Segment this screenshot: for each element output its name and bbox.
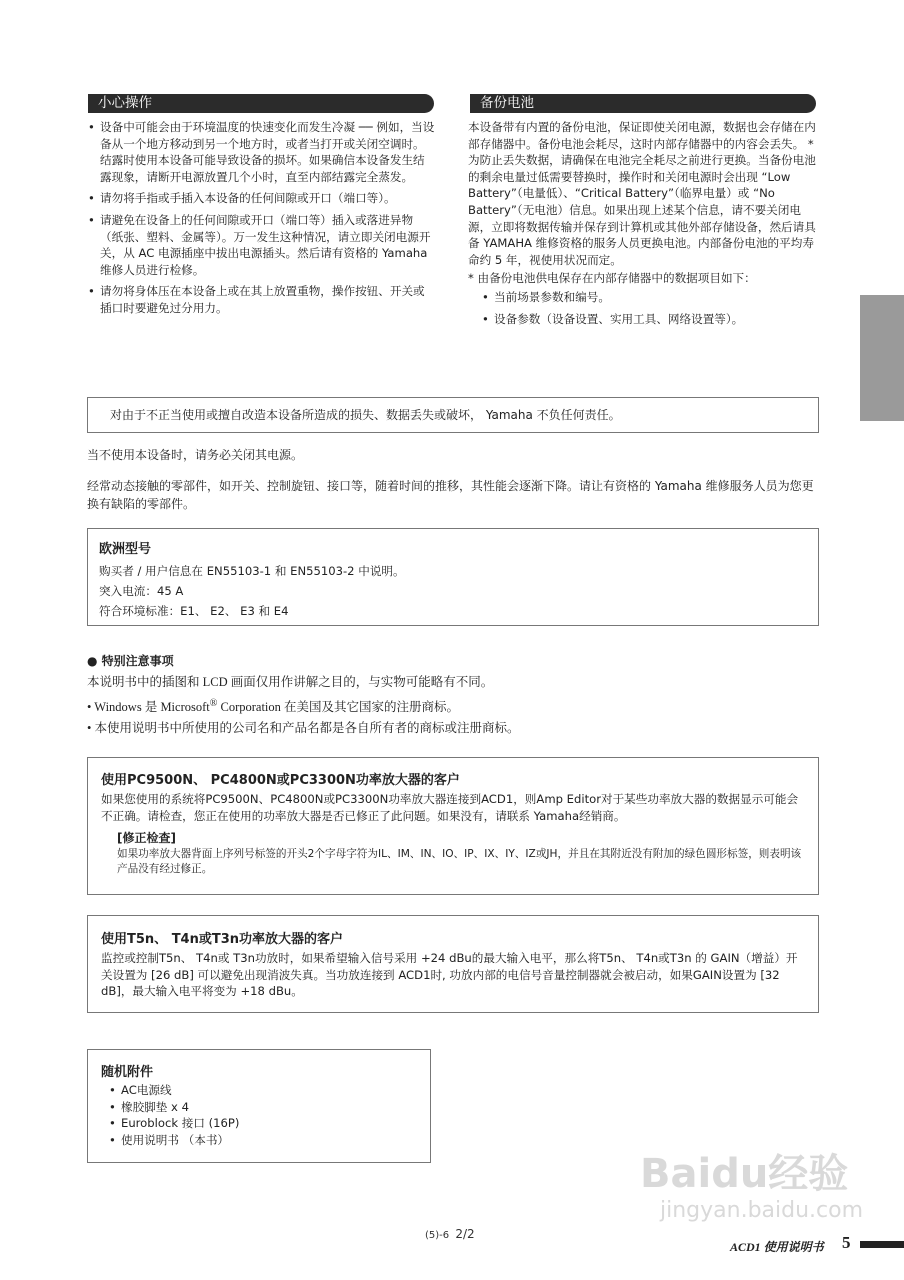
t5n-title: 使用T5n、 T4n或T3n功率放大器的客户: [101, 932, 344, 947]
europe-box: [87, 528, 819, 626]
watermark-url: jingyan.baidu.com: [660, 1198, 864, 1223]
special-title: ● 特别注意事项: [87, 654, 174, 668]
caution-item: • 请勿将手指或手插入本设备的任何间隙或开口（端口等）。: [86, 190, 436, 207]
footer-code: (5)-6 2/2: [425, 1227, 475, 1241]
accessories-box: [87, 1049, 431, 1163]
europe-line: 突入电流：45 A: [99, 584, 184, 598]
accessories-title: 随机附件: [101, 1065, 154, 1080]
caution-header: [88, 94, 434, 113]
accessories-list: [101, 1082, 430, 1148]
caution-item: • 请避免在设备上的任何间隙或开口（端口等）插入或落进异物（纸张、塑料、金属等）。万一发生这种情况，请立即关闭电源开关，从 AC 电源插座中拔出电源插头。然后请有资格的 Yamaha 维修人员进行检修。: [86, 212, 436, 278]
pc-amp-box: [87, 757, 819, 895]
caution-section: [86, 119, 436, 322]
t5n-box: [87, 915, 819, 1013]
pc-amp-title: 使用PC9500N、 PC4800N或PC3300N功率放大器的客户: [101, 773, 460, 788]
watermark-brand: Baidu经验: [640, 1151, 849, 1197]
battery-body: 本设备带有内置的备份电池，保证即使关闭电源，数据也会存储在内部存储器中。备份电池会耗尽，这时内部存储器中的内容会丢失。 * 为防止丢失数据，请确保在电池完全耗尽之前进行更换。当备份电池的剩余电量过低需要替换时，操作时和关闭电源时会出现 “Low Battery”（电量低）、“Critical Battery”（临界电量）或 “No Battery”（无电池）信息。如果出现上述某个信息，请不要关闭电源，立即将数据传输并保存到计算机或其他外部存储设备，然后请具备 YAMAHA 维修资格的服务人员更换电池。内部备份电池的平均寿命约 5 年，视使用状况而定。: [468, 120, 816, 267]
battery-item: • 设备参数（设备设置、实用工具、网络设置等）。: [480, 311, 820, 328]
battery-note: * 由备份电池供电保存在内部存储器中的数据项目如下：: [468, 271, 756, 286]
special-line: • 本使用说明书中所使用的公司名和产品名都是各自所有者的商标或注册商标。: [87, 721, 520, 736]
check-body: 如果功率放大器背面上序列号标签的开头2个字母字符为IL、IM、IN、IO、IP、IX、IY、IZ或JH，并且在其附近没有附加的绿色圆形标签，则表明该产品没有经过修正。: [117, 848, 802, 876]
accessory-item: • 使用说明书 （本书）: [107, 1132, 430, 1149]
disclaimer-text: 对由于不正当使用或擅自改造本设备所造成的损失、数据丢失或破坏， Yamaha 不负任何责任。: [110, 408, 621, 422]
caution-list: [86, 119, 436, 317]
accessory-item: • AC电源线: [107, 1082, 430, 1099]
europe-line: 符合环境标准：E1、 E2、 E3 和 E4: [99, 604, 289, 618]
check-title: [修正检查]: [117, 831, 176, 846]
pc-amp-body: 如果您使用的系统将PC9500N、PC4800N或PC3300N功率放大器连接到ACD1，则Amp Editor对于某些功率放大器的数据显示可能会不正确。请检查，您正在使用的功率放大器是否已修正了此问题。如果没有，请联系 Yamaha经销商。: [101, 792, 799, 823]
t5n-body: 监控或控制T5n、 T4n或 T3n功放时，如果希望输入信号采用 +24 dBu的最大输入电平，那么将T5n、 T4n或T3n 的 GAIN（增益）开关设置为 [26 dB] 可以避免出现消波失真。当功放连接到 ACD1时, 功放内部的电信号音量控制器就会被启动，如果GAIN设置为 [32 dB]，最大输入电平将变为 +18 dBu。: [101, 951, 798, 999]
battery-list: [468, 289, 820, 327]
special-line: 本说明书中的插图和 LCD 画面仅用作讲解之目的，与实物可能略有不同。: [87, 675, 494, 689]
footer-bar: [860, 1241, 904, 1248]
footer-pages: 2/2: [455, 1227, 475, 1241]
disclaimer-box: [87, 397, 819, 433]
caution-item: • 设备中可能会由于环境温度的快速变化而发生冷凝 ── 例如，当设备从一个地方移动到另一个地方时，或者当打开或关闭空调时。结露时使用本设备可能导致设备的损坏。如果确信本设备发生结露现象，请断开电源放置几个小时，直至内部结露完全蒸发。: [86, 119, 436, 185]
caution-title: 小心操作: [98, 95, 152, 111]
registered-mark: ®: [209, 698, 218, 709]
battery-section: [468, 119, 820, 332]
battery-title: 备份电池: [480, 95, 534, 111]
europe-line: 购买者 / 用户信息在 EN55103-1 和 EN55103-2 中说明。: [99, 564, 405, 578]
accessory-item: • 橡胶脚垫 x 4: [107, 1099, 430, 1116]
parts-note: 经常动态接触的零部件，如开关、控制旋钮、接口等，随着时间的推移，其性能会逐渐下降。请让有资格的 Yamaha 维修服务人员为您更换有缺陷的零部件。: [87, 479, 814, 511]
battery-item: • 当前场景参数和编号。: [480, 289, 820, 306]
side-tab: [860, 295, 904, 421]
watermark: [640, 1150, 890, 1224]
special-line-windows: • Windows 是 Microsoft® Corporation 在美国及其它国家的注册商标。: [87, 698, 460, 715]
europe-title: 欧洲型号: [99, 542, 152, 557]
accessory-item: • Euroblock 接口 (16P): [107, 1115, 430, 1132]
power-note: 当不使用本设备时，请务必关闭其电源。: [87, 448, 304, 462]
caution-item: • 请勿将身体压在本设备上或在其上放置重物，操作按钮、开关或插口时要避免过分用力。: [86, 283, 436, 316]
footer-doc: ACD1 使用说明书: [730, 1240, 824, 1254]
page-number: 5: [842, 1233, 851, 1252]
special-section: [87, 651, 817, 739]
battery-header: [470, 94, 816, 113]
